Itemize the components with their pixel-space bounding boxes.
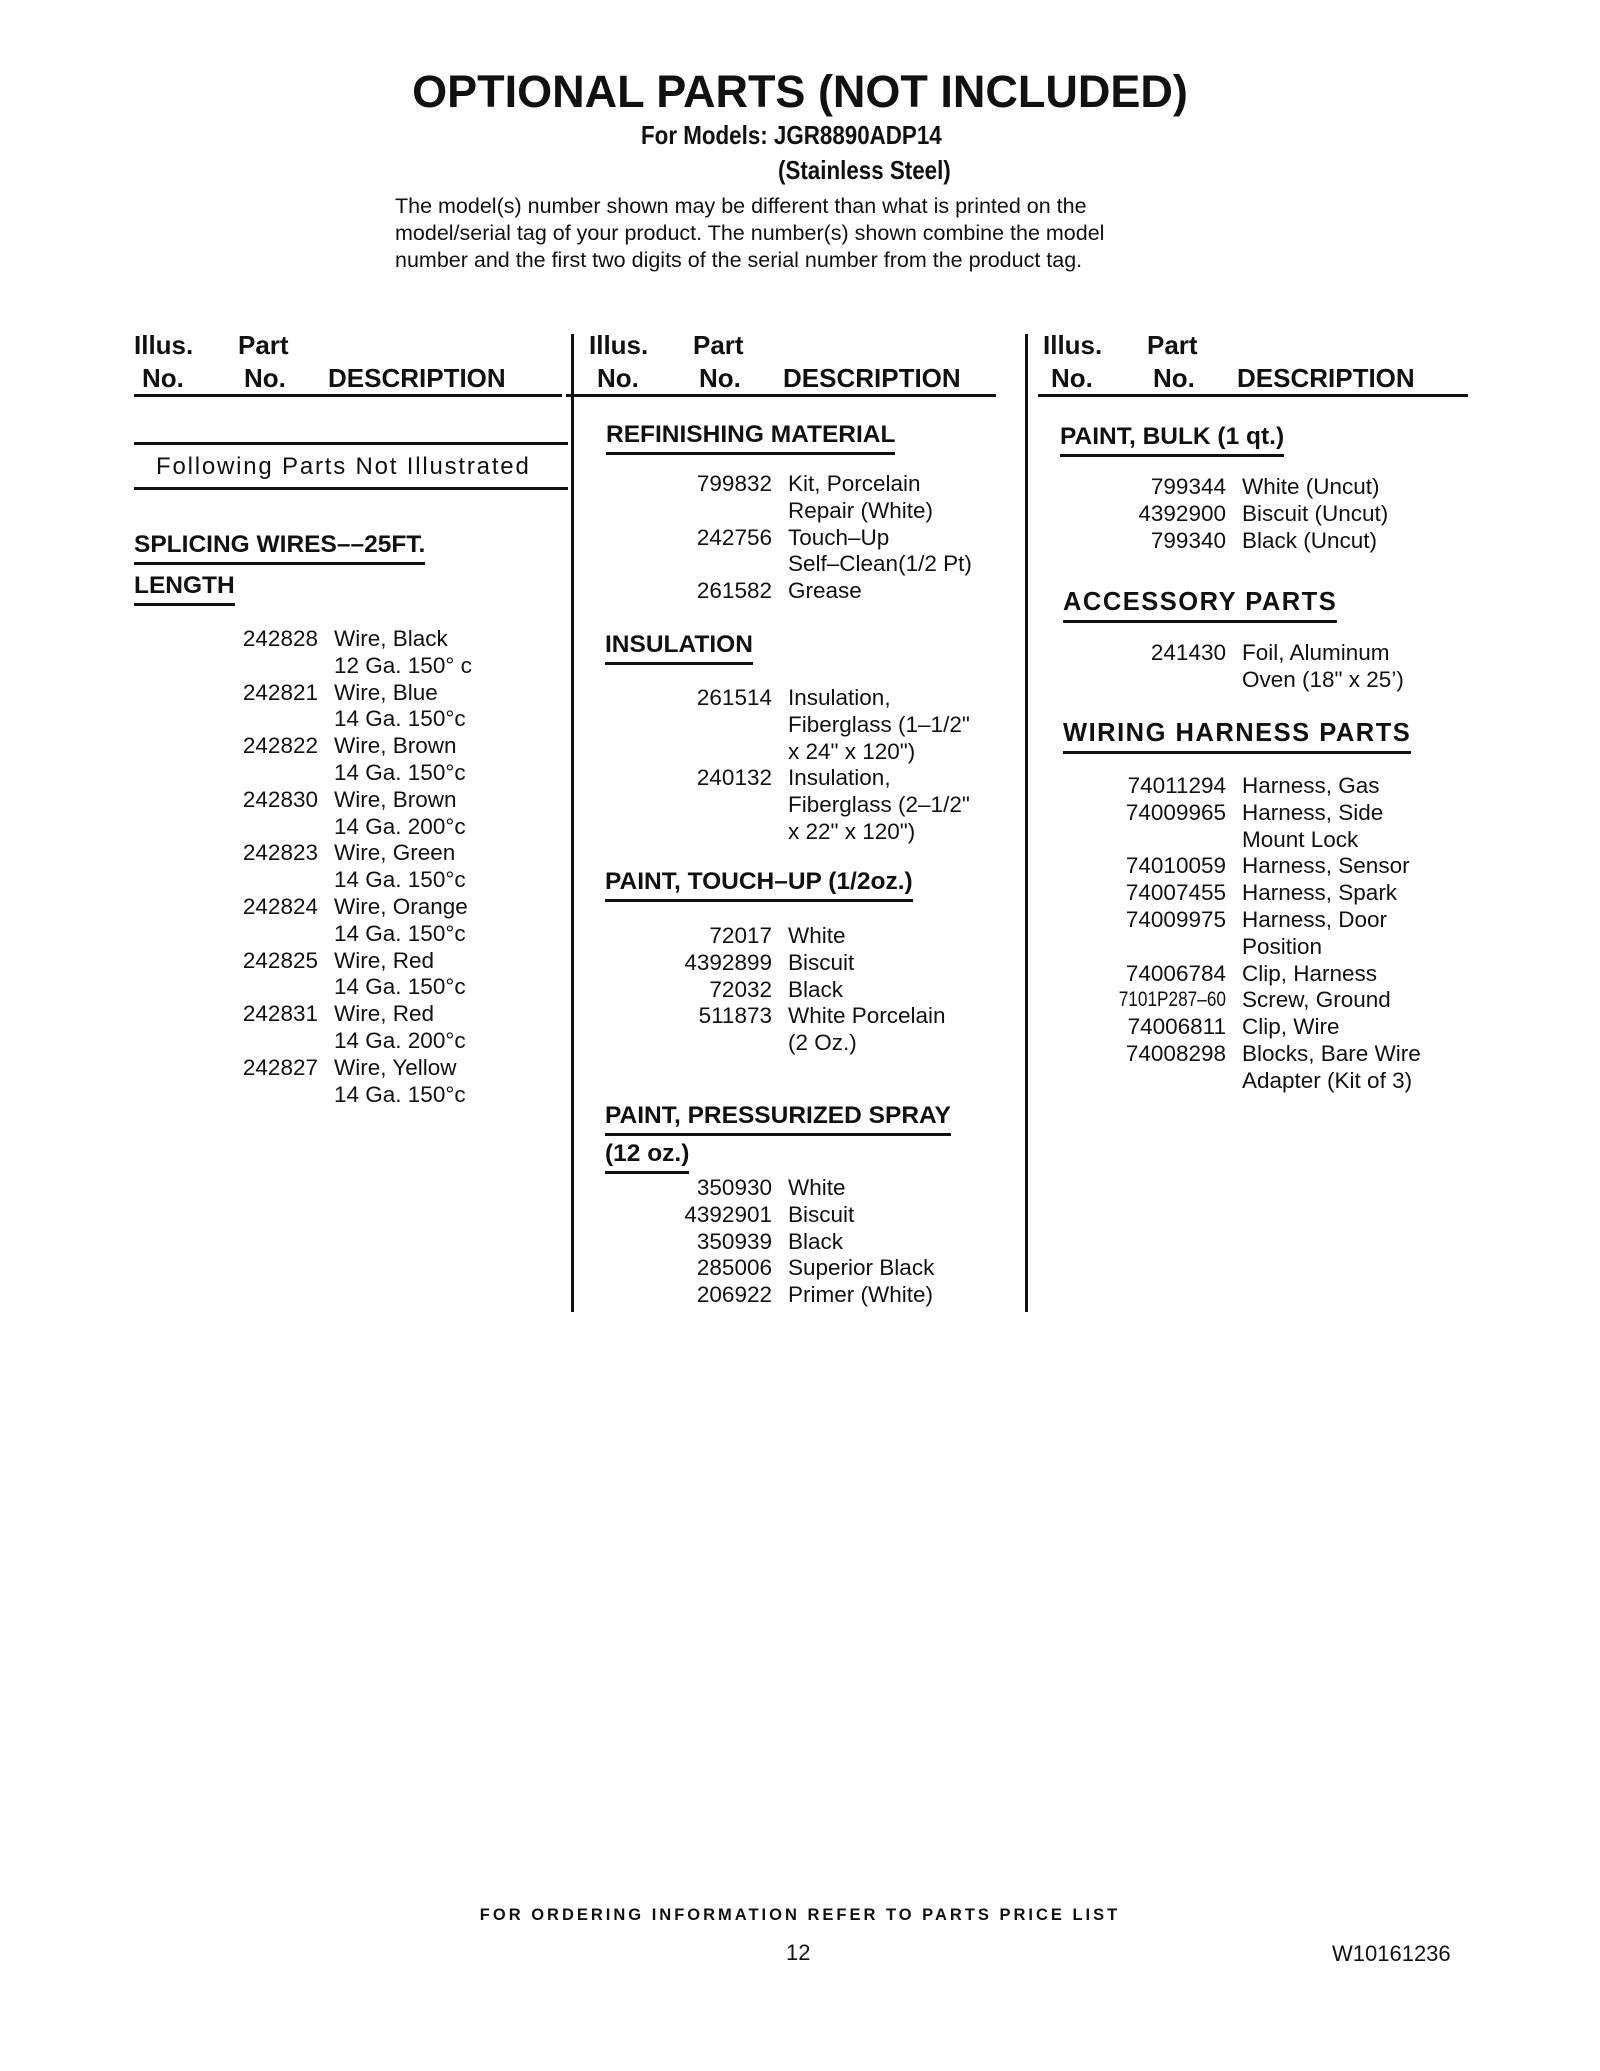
parts-column-3 — [1043, 330, 1473, 1093]
parts-list — [134, 626, 568, 1108]
section-title: PAINT, BULK (1 qt.) — [1060, 423, 1284, 457]
part-description: White — [788, 923, 846, 948]
illus-header: Illus. — [1043, 330, 1103, 360]
part-description: Black (Uncut) — [1242, 527, 1378, 553]
part-description: Repair (White) — [788, 497, 934, 523]
section-title: PAINT, TOUCH–UP (1/2oz.) — [605, 868, 913, 902]
parts-row — [589, 792, 1019, 819]
part-number: 74010059 — [1125, 853, 1226, 879]
section-title: PAINT, PRESSURIZED SPRAY — [605, 1102, 951, 1136]
illus-no-header: No. — [1051, 363, 1093, 393]
part-header: Part — [693, 330, 744, 360]
part-number: 74008298 — [1125, 1040, 1226, 1066]
column-header — [134, 330, 568, 396]
part-number: 242828 — [242, 626, 318, 651]
part-description: 14 Ga. 150°c — [334, 974, 466, 1000]
page-title: OPTIONAL PARTS (NOT INCLUDED) — [412, 66, 1188, 117]
part-number: 242831 — [242, 1001, 318, 1027]
section-title: INSULATION — [605, 631, 753, 665]
parts-list — [589, 471, 1019, 605]
part-number: 240132 — [696, 765, 772, 791]
part-description: 14 Ga. 200°c — [334, 813, 466, 839]
part-description: Harness, Side — [1242, 799, 1384, 825]
part-description: 14 Ga. 150°c — [334, 920, 466, 946]
parts-row — [1043, 1014, 1473, 1041]
part-description: Wire, Green — [334, 840, 456, 866]
part-number: 241430 — [1150, 640, 1226, 665]
parts-row — [134, 680, 568, 707]
parts-row — [589, 819, 1019, 846]
part-number: 285006 — [696, 1255, 772, 1281]
parts-row — [589, 739, 1019, 766]
parts-column-1 — [134, 330, 568, 1107]
parts-row — [134, 814, 568, 841]
part-number: 242824 — [242, 893, 318, 919]
parts-row — [589, 471, 1019, 498]
part-description: White Porcelain — [788, 1003, 946, 1029]
parts-row — [589, 712, 1019, 739]
document-number: W10161236 — [1332, 1941, 1451, 1966]
parts-row — [134, 733, 568, 760]
part-description: (2 Oz.) — [788, 1030, 857, 1056]
part-description: Insulation, — [788, 685, 891, 710]
part-number: 242822 — [242, 733, 318, 759]
parts-list — [589, 923, 1019, 1057]
part-number: 242756 — [696, 524, 772, 550]
part-number: 4392899 — [684, 949, 772, 975]
not-illustrated-label: Following Parts Not Illustrated — [156, 453, 531, 480]
part-description: Primer (White) — [788, 1282, 933, 1308]
parts-list — [589, 1175, 1019, 1309]
models-line: For Models: JGR8890ADP14 — [641, 120, 942, 150]
parts-row — [589, 1282, 1019, 1309]
parts-row — [589, 1255, 1019, 1282]
ordering-note: FOR ORDERING INFORMATION REFER TO PARTS PRICE LIST — [479, 1906, 1121, 1924]
part-description: Wire, Red — [334, 1001, 435, 1027]
parts-row — [1043, 880, 1473, 907]
parts-column-2 — [589, 330, 1019, 1308]
part-no-header: No. — [1153, 363, 1195, 393]
part-number: 72017 — [709, 923, 772, 948]
part-description: x 22" x 120") — [788, 818, 916, 844]
header-rule — [134, 394, 562, 397]
part-description: Self–Clean(1/2 Pt) — [788, 551, 972, 577]
parts-list — [589, 685, 1019, 846]
illus-no-header: No. — [142, 363, 184, 393]
part-description: Wire, Brown — [334, 733, 457, 759]
part-no-header: No. — [244, 363, 286, 393]
part-description: Harness, Door — [1242, 906, 1388, 932]
parts-row — [1043, 773, 1473, 800]
parts-row — [1043, 528, 1473, 555]
parts-list — [1043, 640, 1473, 694]
part-description: Touch–Up — [788, 524, 890, 550]
part-description: White (Uncut) — [1242, 474, 1380, 499]
part-number: 242825 — [242, 947, 318, 973]
part-no-header: No. — [699, 363, 741, 393]
part-description: Wire, Blue — [334, 679, 438, 705]
section-title: SPLICING WIRES––25FT. — [134, 531, 425, 565]
part-description: Insulation, — [788, 765, 891, 791]
parts-row — [589, 525, 1019, 552]
part-description: Wire, Black — [334, 626, 448, 651]
part-description: Oven (18" x 25’) — [1242, 666, 1404, 692]
illus-no-header: No. — [597, 363, 639, 393]
part-description: White — [788, 1175, 846, 1200]
part-description: Harness, Gas — [1242, 773, 1380, 798]
column-divider — [571, 334, 574, 1312]
parts-row — [589, 950, 1019, 977]
part-description: 14 Ga. 200°c — [334, 1027, 466, 1053]
part-number: 799340 — [1150, 527, 1226, 553]
description-header: DESCRIPTION — [783, 363, 961, 393]
parts-row — [134, 706, 568, 733]
parts-row — [1043, 907, 1473, 934]
part-description: Wire, Brown — [334, 786, 457, 812]
part-description: Blocks, Bare Wire — [1242, 1040, 1421, 1066]
part-number: 242821 — [242, 679, 318, 705]
parts-row — [589, 765, 1019, 792]
part-description: Harness, Spark — [1242, 880, 1398, 906]
part-number: 511873 — [698, 1003, 772, 1029]
part-number: 7101P287–60 — [1118, 988, 1226, 1012]
part-description: Adapter (Kit of 3) — [1242, 1067, 1413, 1093]
part-description: Screw, Ground — [1242, 987, 1391, 1013]
part-number: 206922 — [696, 1282, 772, 1308]
part-number: 350930 — [696, 1175, 772, 1200]
parts-row — [1043, 667, 1473, 694]
finish-line: (Stainless Steel) — [778, 155, 951, 185]
parts-row — [1043, 827, 1473, 854]
part-number: 242830 — [242, 786, 318, 812]
intro-line: model/serial tag of your product. The number(s) shown combine the model — [395, 221, 1105, 245]
column-header — [589, 330, 1019, 396]
part-description: 14 Ga. 150°c — [334, 1081, 466, 1107]
parts-row — [589, 578, 1019, 605]
part-number: 261514 — [696, 685, 772, 710]
parts-row — [1043, 987, 1473, 1014]
parts-row — [589, 498, 1019, 525]
part-description: Harness, Sensor — [1242, 853, 1410, 879]
header-rule — [566, 394, 996, 397]
section-title: ACCESSORY PARTS — [1063, 588, 1337, 623]
parts-row — [134, 787, 568, 814]
parts-row — [589, 977, 1019, 1004]
part-description: Fiberglass (1–1/2" — [788, 711, 970, 737]
part-number: 74007455 — [1125, 880, 1226, 906]
description-header: DESCRIPTION — [328, 363, 506, 393]
part-description: 14 Ga. 150°c — [334, 867, 466, 893]
parts-row — [589, 685, 1019, 712]
part-number: 4392900 — [1138, 500, 1226, 526]
illus-header: Illus. — [589, 330, 649, 360]
part-description: Clip, Harness — [1242, 960, 1378, 986]
part-description: Wire, Orange — [334, 893, 468, 919]
parts-row — [134, 1082, 568, 1109]
parts-row — [134, 921, 568, 948]
page-number: 12 — [786, 1940, 811, 1965]
part-description: Biscuit — [788, 1201, 855, 1227]
parts-row — [134, 626, 568, 653]
parts-row — [589, 1202, 1019, 1229]
parts-row — [134, 1028, 568, 1055]
part-description: Black — [788, 1228, 844, 1254]
part-description: Black — [788, 976, 844, 1002]
section-title-continued: (12 oz.) — [605, 1140, 689, 1174]
part-description: Kit, Porcelain — [788, 471, 921, 496]
parts-row — [1043, 1068, 1473, 1095]
parts-list — [1043, 773, 1473, 1095]
parts-row — [134, 1001, 568, 1028]
parts-row — [134, 1055, 568, 1082]
part-description: Position — [1242, 933, 1323, 959]
parts-row — [1043, 800, 1473, 827]
parts-row — [589, 1030, 1019, 1057]
parts-row — [589, 1175, 1019, 1202]
intro-line: number and the first two digits of the serial number from the product tag. — [395, 248, 1083, 272]
illus-header: Illus. — [134, 330, 194, 360]
part-number: 4392901 — [684, 1201, 772, 1227]
part-number: 350939 — [696, 1228, 772, 1254]
part-number: 74009975 — [1125, 906, 1226, 932]
part-description: 14 Ga. 150°c — [334, 759, 466, 785]
section-title: WIRING HARNESS PARTS — [1063, 719, 1411, 754]
parts-row — [134, 760, 568, 787]
parts-row — [134, 867, 568, 894]
parts-row — [1043, 961, 1473, 988]
parts-row — [1043, 1041, 1473, 1068]
parts-row — [134, 840, 568, 867]
part-description: Wire, Red — [334, 947, 435, 973]
section-title-continued: LENGTH — [134, 572, 235, 606]
parts-row — [589, 923, 1019, 950]
part-number: 261582 — [696, 578, 772, 604]
parts-row — [134, 974, 568, 1001]
description-header: DESCRIPTION — [1237, 363, 1415, 393]
parts-row — [589, 551, 1019, 578]
part-number: 72032 — [709, 976, 772, 1002]
part-header: Part — [238, 330, 289, 360]
not-illustrated-banner — [134, 442, 568, 490]
part-description: Biscuit — [788, 949, 855, 975]
part-description: Superior Black — [788, 1255, 935, 1281]
parts-row — [1043, 934, 1473, 961]
part-description: Fiberglass (2–1/2" — [788, 792, 970, 818]
parts-row — [1043, 474, 1473, 501]
part-number: 74006811 — [1127, 1014, 1226, 1040]
part-description: Biscuit (Uncut) — [1242, 500, 1389, 526]
part-description: Mount Lock — [1242, 826, 1359, 852]
part-number: 242823 — [242, 840, 318, 866]
part-number: 74011294 — [1127, 773, 1226, 798]
parts-row — [1043, 853, 1473, 880]
part-number: 799832 — [696, 471, 772, 496]
parts-row — [134, 653, 568, 680]
parts-row — [1043, 501, 1473, 528]
part-header: Part — [1147, 330, 1198, 360]
intro-paragraph — [395, 193, 1225, 274]
part-number: 242827 — [242, 1054, 318, 1080]
header-rule — [1038, 394, 1468, 397]
parts-row — [134, 894, 568, 921]
part-number: 799344 — [1150, 474, 1226, 499]
parts-list — [1043, 474, 1473, 554]
column-divider — [1025, 334, 1028, 1312]
part-description: Foil, Aluminum — [1242, 640, 1390, 665]
part-description: Grease — [788, 578, 862, 604]
part-number: 74006784 — [1125, 960, 1226, 986]
part-description: 12 Ga. 150° c — [334, 652, 472, 678]
parts-row — [1043, 640, 1473, 667]
part-description: Clip, Wire — [1242, 1014, 1340, 1040]
column-header — [1043, 330, 1473, 396]
parts-row — [589, 1229, 1019, 1256]
section-title: REFINISHING MATERIAL — [606, 421, 895, 455]
part-description: x 24" x 120") — [788, 738, 916, 764]
parts-row — [589, 1003, 1019, 1030]
parts-row — [134, 948, 568, 975]
part-number: 74009965 — [1125, 799, 1226, 825]
part-description: Wire, Yellow — [334, 1054, 457, 1080]
part-description: 14 Ga. 150°c — [334, 706, 466, 732]
intro-line: The model(s) number shown may be different than what is printed on the — [395, 194, 1087, 218]
